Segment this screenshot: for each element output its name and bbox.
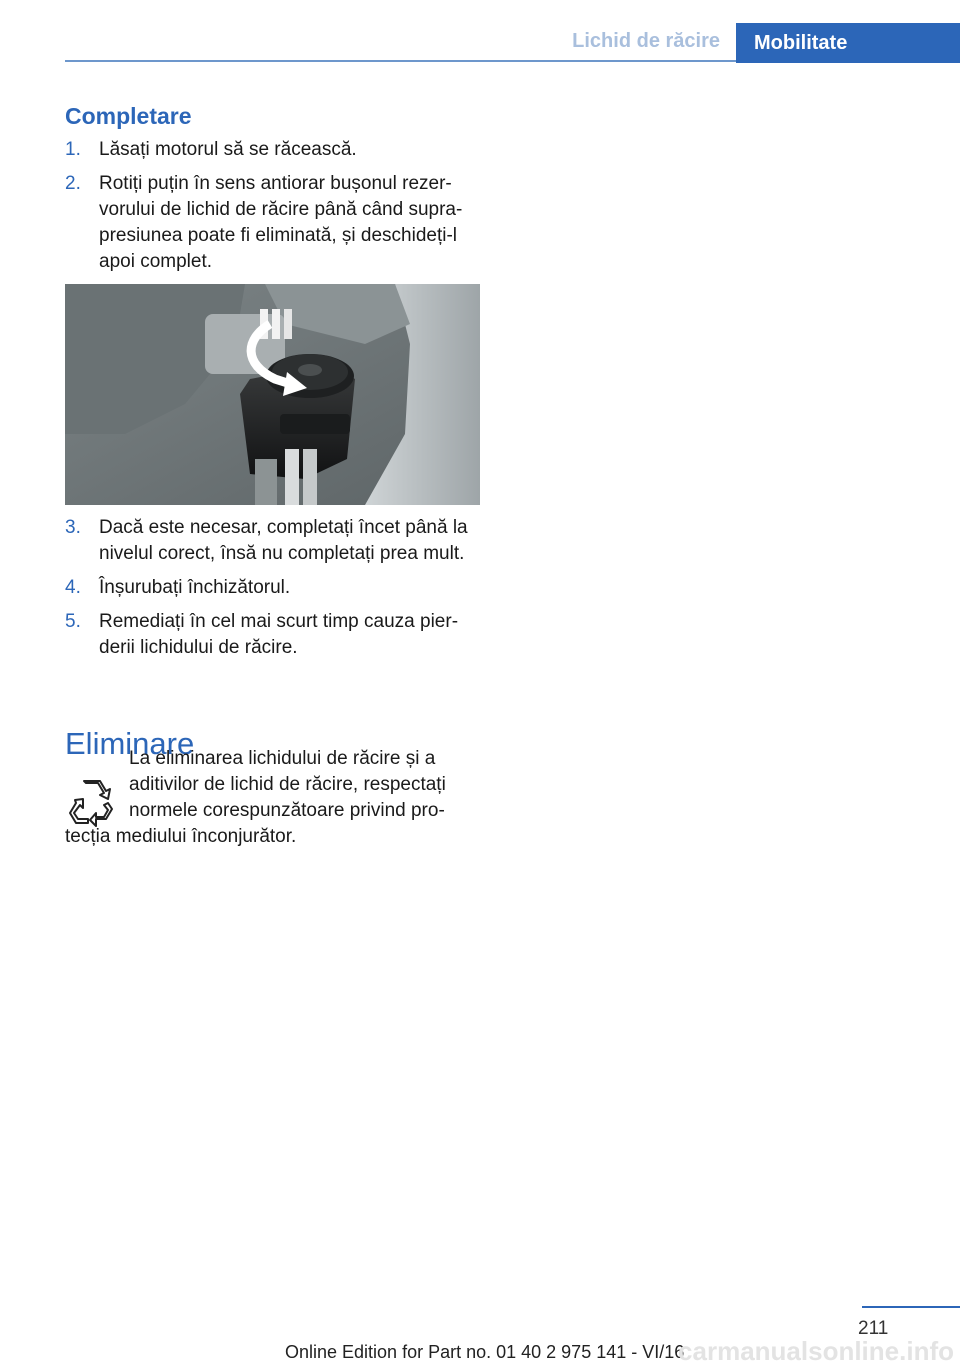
step-text: Înșurubați închizătorul. <box>99 577 291 598</box>
header-section-title: Lichid de răcire <box>572 30 720 52</box>
section-heading-completare: Completare <box>65 103 192 129</box>
step-number: 3. <box>65 517 81 538</box>
step-text: Lăsați motorul să se răcească. <box>99 139 357 160</box>
steps-list-second <box>65 515 485 669</box>
header-chapter-tab: Mobilitate <box>736 23 960 63</box>
step-number: 5. <box>65 611 81 632</box>
page-number: 211 <box>858 1318 889 1339</box>
list-item <box>65 171 485 275</box>
footer-edition: Online Edition for Part no. 01 40 2 975 141 - VI/16 <box>285 1342 685 1362</box>
step-number: 2. <box>65 173 81 194</box>
step-text: Rotiți puțin în sens antiorar bușonul rezervorului de lichid de răcire până când suprapresiunea poate fi eliminată, și deschideți-l apoi complet. <box>99 173 463 272</box>
list-item <box>65 575 485 601</box>
step-number: 4. <box>65 577 81 598</box>
watermark: carmanualsonline.info <box>678 1336 954 1366</box>
coolant-reservoir-photo <box>65 284 480 505</box>
eliminare-paragraph: La eliminarea lichidului de răcire și a aditivilor de lichid de răcire, respectați normele corespunzătoare privind protecția mediului înconjurător. <box>65 748 446 847</box>
steps-list-first <box>65 137 485 283</box>
section-heading-eliminare: Eliminare <box>65 726 195 761</box>
step-number: 1. <box>65 139 81 160</box>
list-item <box>65 609 485 661</box>
step-text: Remediați în cel mai scurt timp cauza pierderii lichidului de răcire. <box>99 611 459 658</box>
list-item <box>65 137 485 163</box>
step-text: Dacă este necesar, completați încet până la nivelul corect, însă nu completați prea mult. <box>99 517 468 564</box>
page-number-rule <box>862 1306 960 1308</box>
list-item <box>65 515 485 567</box>
recycle-icon <box>66 777 118 829</box>
